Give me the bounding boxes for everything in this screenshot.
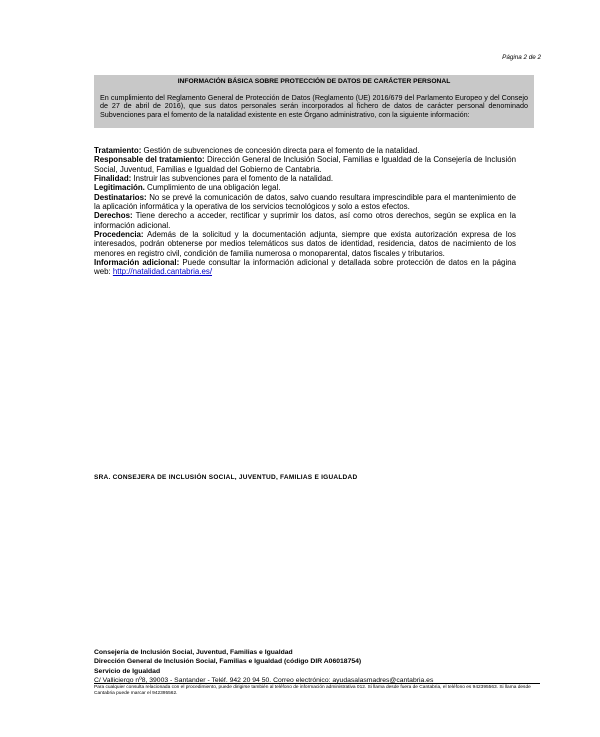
field-value: Dirección General de Inclusión Social, Familias e Igualdad de la Consejería de Inclusión Social, Juventud, Familias e Igualdad del Gobierno de Cantabria.	[94, 155, 516, 174]
field-label: Destinatarios:	[94, 192, 147, 202]
footer-servicio: Servicio de Igualdad	[94, 667, 161, 675]
field-legitimacion	[94, 183, 516, 192]
field-value: Instruir las subvenciones para el fomento de la natalidad.	[131, 174, 334, 184]
footer-direccion-general: Dirección General de Inclusión Social, Familias e Igualdad (código DIR A06018754)	[94, 658, 362, 666]
footer-block	[94, 648, 433, 685]
info-box-title: INFORMACIÓN BÁSICA SOBRE PROTECCIÓN DE DATOS DE CARÁCTER PERSONAL	[177, 78, 451, 85]
field-value: Tiene derecho a acceder, rectificar y suprimir los datos, así como otros derechos, según se explica en la información adicional.	[94, 211, 516, 230]
field-label: Información adicional:	[94, 258, 180, 268]
field-label: Finalidad:	[94, 174, 132, 184]
field-informacion-adicional	[94, 258, 516, 277]
info-box-text: En cumplimiento del Reglamento General de Protección de Datos (Reglamento (UE) 2016/679 del Parlamento Europeo y del Consejo de 27 de abril de 2016), que sus datos personales serán incorporados al fichero de datos de carácter personal denominado Subvenciones para el fomento de la natalidad existente en este Órgano administrativo, con la siguiente información:	[100, 93, 528, 119]
field-label: Tratamiento:	[94, 146, 142, 155]
field-value: Además de la solicitud y la documentación adjunta, siempre que exista autorización expresa de los interesados, podrán obtenerse por medios telemáticos sus datos de identidad, residencia, datos de nacimiento de los menores en registro civil, condición de familia numerosa o monoparental, datos fiscales y tributarios.	[94, 230, 516, 258]
natalidad-website-link[interactable]: http://natalidad.cantabria.es/	[112, 267, 213, 277]
footer-address: C/ Vallicierqo nº8, 39003 - Santander - Teléf. 942 20 94 50. Correo electrónico: ayudasalasmadres@cantabria.es	[94, 676, 434, 684]
field-label: Derechos:	[94, 211, 133, 221]
data-protection-fields	[94, 146, 516, 277]
field-procedencia	[94, 230, 516, 258]
field-destinatarios	[94, 193, 516, 212]
field-tratamiento	[94, 146, 516, 155]
field-derechos	[94, 211, 516, 230]
footer-consejeria: Consejería de Inclusión Social, Juventud, Familias e Igualdad	[94, 649, 293, 656]
field-finalidad	[94, 174, 516, 183]
field-value: Cumplimiento de una obligación legal.	[144, 183, 281, 193]
field-label: Legitimación.	[94, 183, 145, 193]
page-number: Página 2 de 2	[502, 54, 541, 61]
field-value: No se prevé la comunicación de datos, salvo cuando resultara imprescindible para el mantenimiento de la aplicación informática y la operativa de los servicios tecnológicos y solo a estos efectos.	[94, 192, 516, 212]
field-responsable	[94, 155, 516, 174]
field-value: Puede consultar la información adicional y detallada sobre protección de datos en la página web:	[94, 258, 516, 277]
footer-divider	[94, 683, 540, 684]
field-label: Responsable del tratamiento:	[94, 155, 205, 165]
field-label: Procedencia:	[94, 230, 144, 240]
field-value: Gestión de subvenciones de concesión directa para el fomento de la natalidad.	[141, 146, 420, 155]
data-protection-info-box	[94, 75, 534, 128]
footer-footnote: Para cualquier consulta relacionada con el procedimiento, puede dirigirse también al teléfono de información administrativa 012. Si llama desde fuera de Cantabria, el teléfono es 942395563. Si llama desde Cantabria puede marcar el 942395562.	[94, 685, 531, 696]
addressee: SRA. CONSEJERA DE INCLUSIÓN SOCIAL, JUVENTUD, FAMILIAS E IGUALDAD	[94, 474, 358, 481]
